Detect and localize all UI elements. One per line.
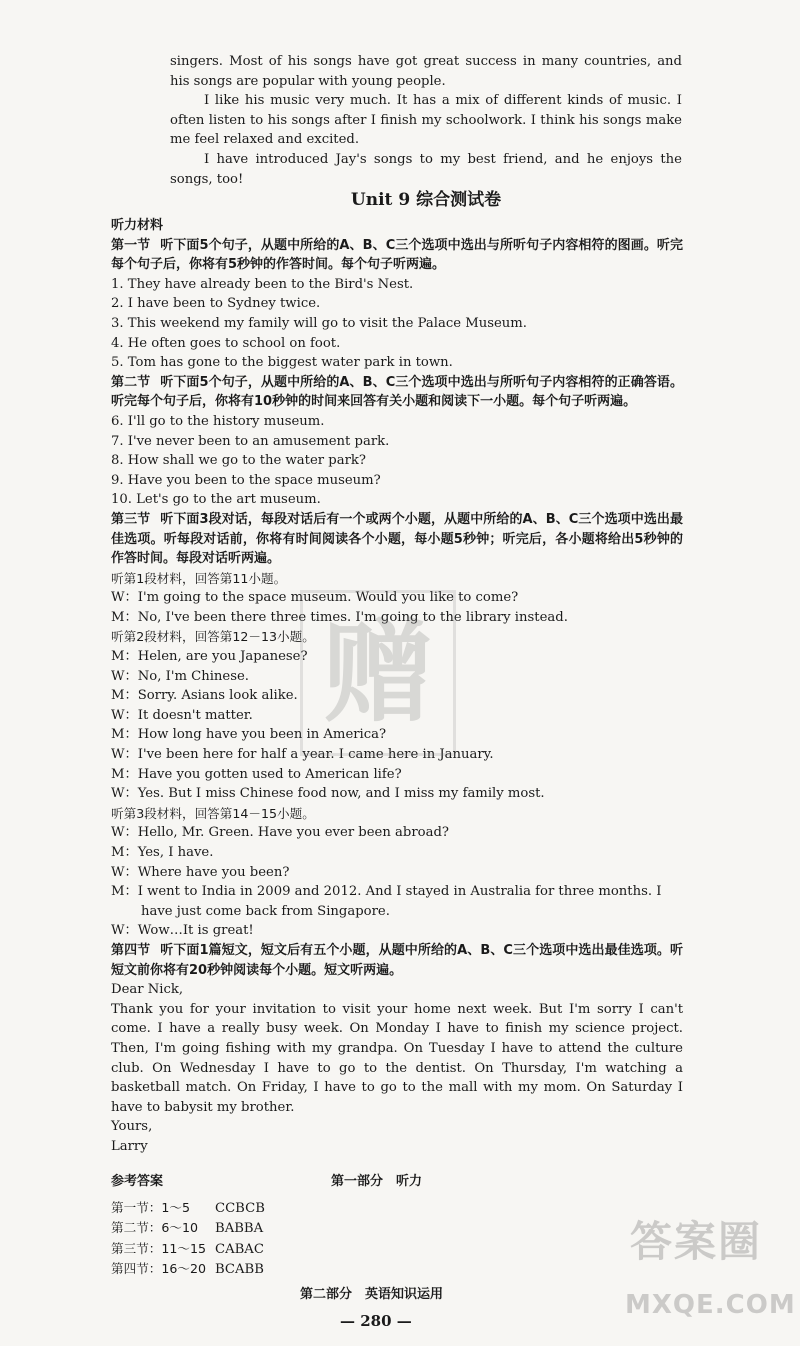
intro-passage: [170, 52, 682, 189]
dialogue-intro: 听第3段材料，回答第14－15小题。: [111, 805, 315, 821]
intro-paragraph: I have introduced Jay's songs to my best friend, and he enjoys the songs, too!: [170, 151, 682, 187]
watermark-logo: 答案圈: [630, 1217, 763, 1266]
section1-line: 3. This weekend my family will go to visit the Palace Museum.: [111, 315, 527, 331]
section4-instruction: 第四节 听下面1篇短文，短文后有五个小题，从题中所给的A、B、C三个选项中选出最佳选项。听短文前你将有20秒钟阅读每个小题。短文听两遍。: [111, 942, 683, 978]
section2-line: 6. I'll go to the history museum.: [111, 413, 325, 429]
letter-greeting: Dear Nick,: [111, 982, 184, 998]
section1-instruction: 第一节 听下面5个句子，从题中所给的A、B、C三个选项中选出与所听句子内容相符的图画。听完每个句子后，你将有5秒钟的作答时间。每个句子听两遍。: [111, 237, 683, 273]
section2-label: 第二节: [111, 374, 151, 390]
watermark-url: MXQE.COM: [625, 1290, 796, 1320]
answer-row: 第二节：6～10 BABBA: [111, 1220, 264, 1237]
section2-line: 7. I've never been to an amusement park.: [111, 433, 390, 449]
dialogue-line: M：Yes, I have.: [111, 845, 214, 860]
section3-label: 第三节: [111, 511, 151, 527]
dialogue-intro: 听第1段材料，回答第11小题。: [111, 570, 287, 586]
dialogue-line: W：Where have you been?: [111, 864, 290, 880]
dialogue-line: W：Hello, Mr. Green. Have you ever been abroad?: [111, 825, 449, 841]
dialogue-line: M：Helen, are you Japanese?: [111, 649, 308, 665]
dialogue-line: M：How long have you been in America?: [111, 727, 387, 743]
section1-line: 2. I have been to Sydney twice.: [111, 296, 321, 312]
dialogue-line: M：I went to India in 2009 and 2012. And I stayed in Australia for three months. I have just come back from Singapore.: [111, 884, 662, 919]
unit-title: Unit 9 综合测试卷: [350, 190, 502, 210]
section1-line: 1. They have already been to the Bird's Nest.: [111, 276, 414, 292]
dialogue-line: W：No, I'm Chinese.: [111, 668, 249, 684]
section2-line: 8. How shall we go to the water park?: [111, 453, 366, 469]
dialogue-intro: 听第2段材料，回答第12－13小题。: [111, 629, 315, 645]
dialogue-line: W：Yes. But I miss Chinese food now, and I miss my family most.: [111, 786, 545, 802]
answers-heading: 参考答案: [111, 1174, 164, 1189]
part2-title: 第二部分 英语知识运用: [300, 1287, 444, 1302]
intro-paragraph: I like his music very much. It has a mix of different kinds of music. I often listen to his songs after I finish my schoolwork. I think his songs make me feel relaxed and excited.: [170, 93, 682, 148]
answer-row: 第四节：16～20 BCABB: [111, 1261, 264, 1278]
answer-row: 第一节：1～5 CCBCB: [111, 1199, 265, 1216]
dialogue-line: W：Wow…It is great!: [111, 923, 254, 939]
dialogue-line: M：Have you gotten used to American life?: [111, 766, 402, 782]
dialogue-line: M：Sorry. Asians look alike.: [111, 688, 298, 704]
intro-paragraph: singers. Most of his songs have got great success in many countries, and his songs are popular with young people.: [170, 54, 682, 89]
section4-label: 第四节: [111, 942, 151, 958]
dialogue-line: W：I'm going to the space museum. Would you like to come?: [111, 590, 519, 606]
section1-line: 4. He often goes to school on foot.: [111, 335, 341, 351]
letter-body: Thank you for your invitation to visit your home next week. But I'm sorry I can't come. I have a really busy week. On Monday I have to finish my science project. Then, I'm going fishing with my grandpa. On Tuesday I have to attend the culture club. On Wednesday I have to go to the dentist. On Thursday, I'm watching a basketball match. On Friday, I have to go to the mall with my mom. On Saturday I have to babysit my brother.: [111, 1001, 683, 1115]
section2-line: 9. Have you been to the space museum?: [111, 472, 381, 488]
part1-title: 第一部分 听力: [331, 1174, 423, 1189]
listening-heading: 听力材料: [111, 218, 164, 233]
answer-row: 第三节：11～15 CABAC: [111, 1240, 264, 1257]
answer-key: [111, 1172, 683, 1280]
page-number: — 280 —: [340, 1312, 412, 1330]
section2-instruction: 第二节 听下面5个句子，从题中所给的A、B、C三个选项中选出与所听句子内容相符的正确答语。听完每个句子后，你将有10秒钟的时间来回答有关小题和阅读下一小题。每个句子听两遍。: [111, 374, 683, 410]
section1-line: 5. Tom has gone to the biggest water park in town.: [111, 355, 453, 371]
letter-closing: Yours,: [111, 1119, 153, 1135]
dialogue-line: M：No, I've been there three times. I'm going to the library instead.: [111, 609, 568, 625]
section2-line: 10. Let's go to the art museum.: [111, 492, 321, 508]
gift-stamp: 赠: [300, 590, 456, 756]
letter-signature: Larry: [111, 1138, 148, 1154]
section3-instruction: 第三节 听下面3段对话，每段对话后有一个或两个小题，从题中所给的A、B、C三个选项中选出最佳选项。听每段对话前，你将有时间阅读各个小题，每小题5秒钟；听完后，各小题将给出5秒钟的作答时间。每段对话听两遍。: [111, 511, 683, 567]
dialogue-line: W：I've been here for half a year. I came here in January.: [111, 747, 494, 763]
section1-label: 第一节: [111, 237, 151, 253]
dialogue-line: W：It doesn't matter.: [111, 707, 253, 723]
